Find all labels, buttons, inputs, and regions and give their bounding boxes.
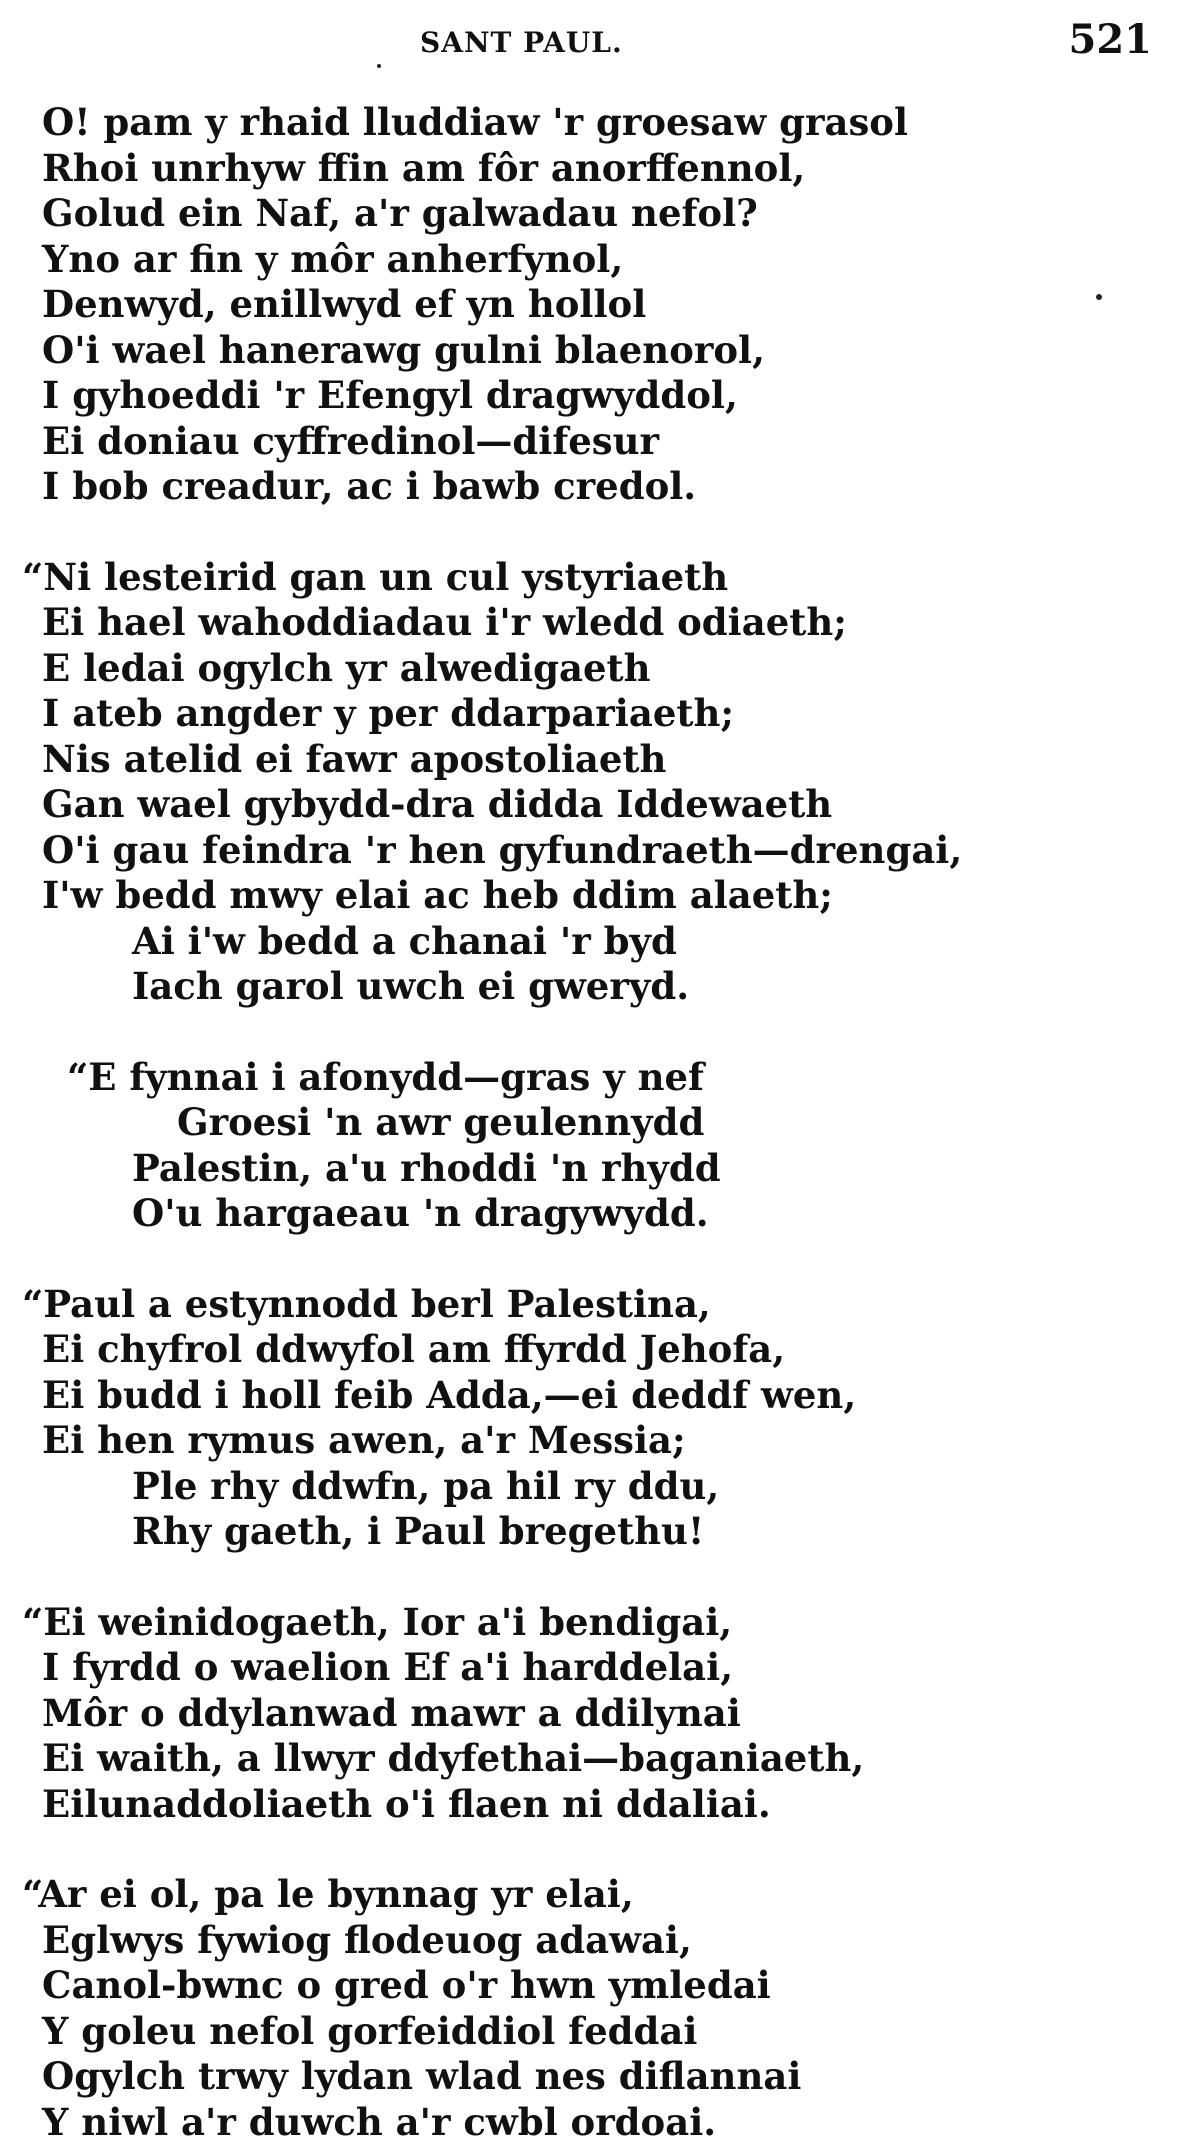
verse-line: Y goleu nefol gorfeiddiol feddai [22,2009,1172,2055]
verse-line: Ei waith, a llwyr ddyfethai—baganiaeth, [22,1736,1172,1782]
verse-line: Ei hen rymus awen, a'r Messia; [22,1418,1172,1464]
verse-line: Eglwys fywiog flodeuog adawai, [22,1918,1172,1964]
verse-line: Gan wael gybydd-dra didda Iddewaeth [22,782,1172,828]
verse-line: Groesi 'n awr geulennydd [22,1100,1172,1146]
verse-line: Denwyd, enillwyd ef yn hollol [22,282,1172,328]
verse-line: “Paul a estynnodd berl Palestina, [22,1282,1172,1328]
verse-line: I gyhoeddi 'r Efengyl dragwyddol, [22,373,1172,419]
stanza [22,100,1172,510]
verse-line: Canol-bwnc o gred o'r hwn ymledai [22,1963,1172,2009]
verse-line: “Ei weinidogaeth, Ior a'i bendigai, [22,1600,1172,1646]
verse-line: Iach garol uwch ei gweryd. [22,964,1172,1010]
verse-line: Eilunaddoliaeth o'i flaen ni ddaliai. [22,1782,1172,1828]
stanza [22,1282,1172,1555]
header-dot [377,64,381,68]
verse-line: Môr o ddylanwad mawr a ddilynai [22,1691,1172,1737]
verse-line: Y niwl a'r duwch a'r cwbl ordoai. [22,2100,1172,2145]
verse-line: Rhy gaeth, i Paul bregethu! [22,1509,1172,1555]
stanza [22,1872,1172,2145]
poem-body [22,100,1172,2145]
verse-line: I'w bedd mwy elai ac heb ddim alaeth; [22,873,1172,919]
verse-line: I ateb angder y per ddarpariaeth; [22,691,1172,737]
verse-line: I fyrdd o waelion Ef a'i harddelai, [22,1645,1172,1691]
running-title: SANT PAUL. [420,26,623,59]
verse-line: Ei budd i holl feib Adda,—ei deddf wen, [22,1373,1172,1419]
verse-line: Golud ein Naf, a'r galwadau nefol? [22,191,1172,237]
page-header [0,14,1190,64]
verse-line: Palestin, a'u rhoddi 'n rhydd [22,1146,1172,1192]
verse-line: “Ar ei ol, pa le bynnag yr elai, [22,1872,1172,1918]
verse-line: O'i gau feindra 'r hen gyfundraeth—drengai, [22,828,1172,874]
verse-line: Rhoi unrhyw ffin am fôr anorffennol, [22,146,1172,192]
verse-line: Ple rhy ddwfn, pa hil ry ddu, [22,1464,1172,1510]
page-number: 521 [1069,16,1153,63]
verse-line: Ei chyfrol ddwyfol am ffyrdd Jehofa, [22,1327,1172,1373]
verse-line: Ei hael wahoddiadau i'r wledd odiaeth; [22,600,1172,646]
verse-line: I bob creadur, ac i bawb credol. [22,464,1172,510]
verse-line: O'i wael hanerawg gulni blaenorol, [22,328,1172,374]
verse-line: E ledai ogylch yr alwedigaeth [22,646,1172,692]
verse-line: Nis atelid ei fawr apostoliaeth [22,737,1172,783]
verse-line: O! pam y rhaid lluddiaw 'r groesaw grasol [22,100,1172,146]
verse-line: Yno ar fin y môr anherfynol, [22,237,1172,283]
verse-line: “E fynnai i afonydd—gras y nef [22,1055,1172,1101]
verse-line: “Ni lesteirid gan un cul ystyriaeth [22,555,1172,601]
verse-line: Ai i'w bedd a chanai 'r byd [22,919,1172,965]
verse-line: O'u hargaeau 'n dragywydd. [22,1191,1172,1237]
stanza [22,1600,1172,1828]
stanza [22,555,1172,1010]
verse-line: Ogylch trwy lydan wlad nes diflannai [22,2054,1172,2100]
verse-line: Ei doniau cyffredinol—difesur [22,419,1172,465]
stanza [22,1055,1172,1237]
